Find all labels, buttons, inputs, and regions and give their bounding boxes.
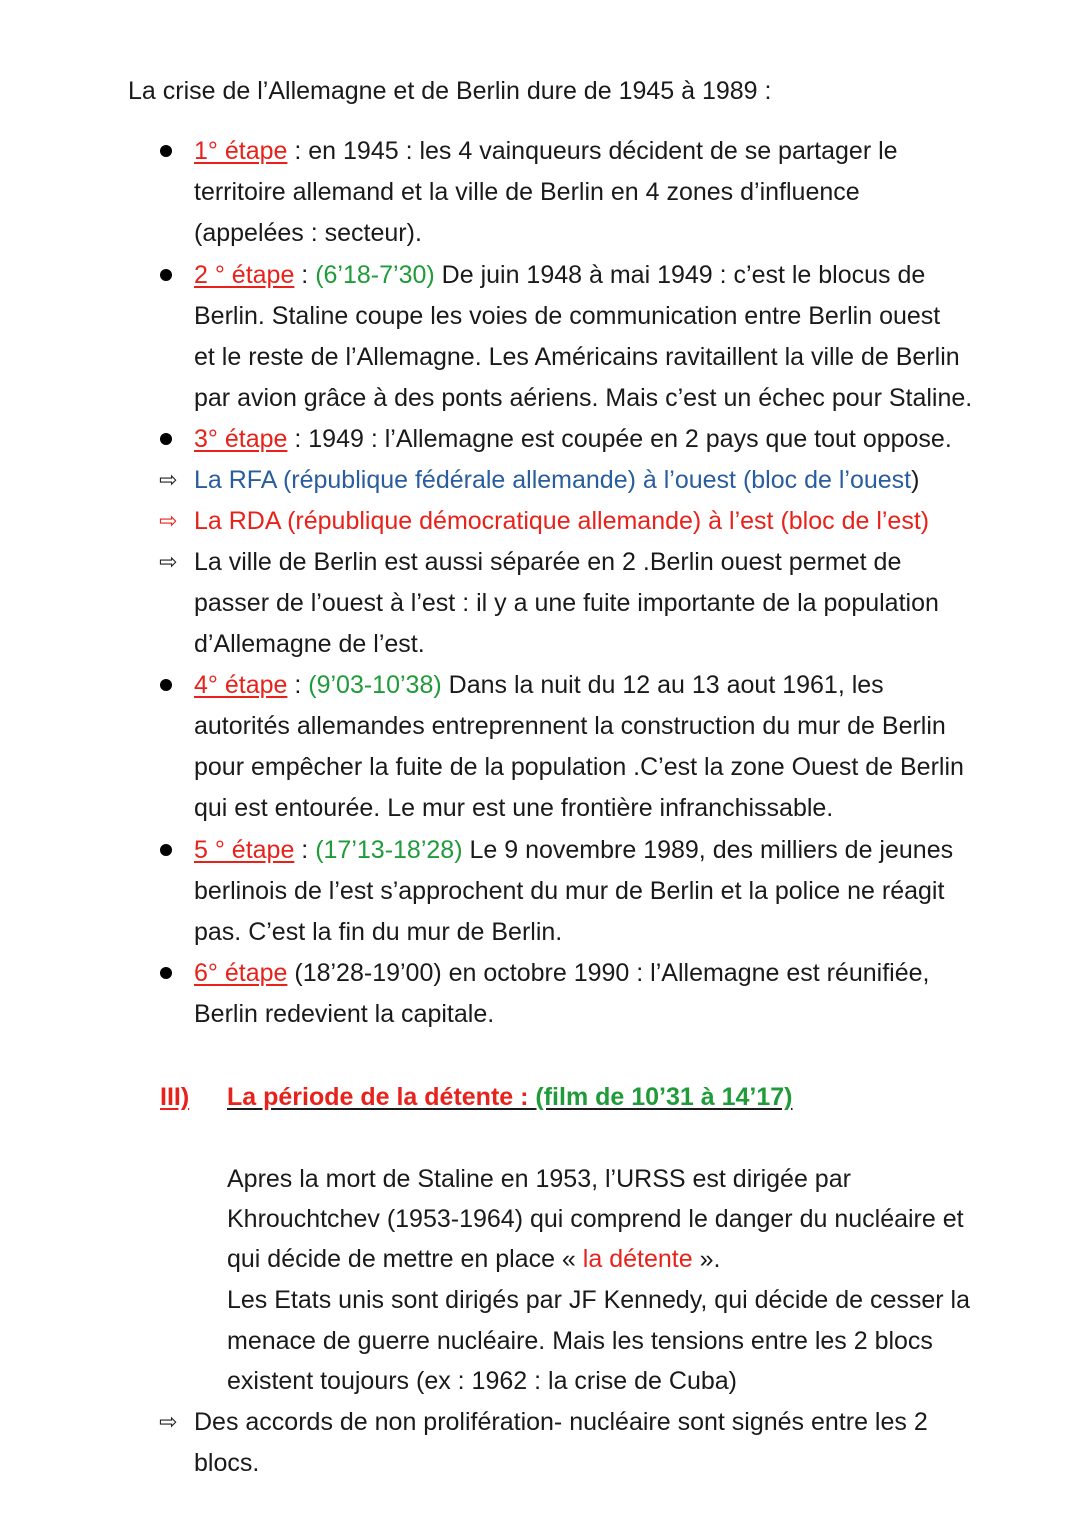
rfa-line: La RFA (république fédérale allemande) à l’ouest (bloc de l’ouest) xyxy=(194,466,920,494)
berlin-line-1: La ville de Berlin est aussi séparée en 2 .Berlin ouest permet de xyxy=(194,548,902,576)
detente-para-line-2: Khrouchtchev (1953-1964) qui comprend le danger du nucléaire et xyxy=(227,1205,964,1233)
kennedy-para-line-3: existent toujours (ex : 1962 : la crise de Cuba) xyxy=(227,1367,737,1395)
video-timecode: (6’18-7’30) xyxy=(315,261,435,289)
step-label: 1° étape xyxy=(194,137,288,165)
accords-line-1: Des accords de non prolifération- nucléaire sont signés entre les 2 xyxy=(194,1408,928,1436)
bullet-dot-icon xyxy=(160,967,172,979)
step-6-line-1: 6° étape (18’28-19’00) en octobre 1990 : l’Allemagne est réunifiée, xyxy=(194,959,930,987)
bullet-dot-icon xyxy=(160,433,172,445)
step-label: 2 ° étape xyxy=(194,261,295,289)
right-arrow-icon: ⇨ xyxy=(159,549,178,574)
step-label: 4° étape xyxy=(194,671,288,699)
step-2-line-1: 2 ° étape : (6’18-7’30) De juin 1948 à mai 1949 : c’est le blocus de xyxy=(194,261,926,289)
kennedy-para-line-1: Les Etats unis sont dirigés par JF Kennedy, qui décide de cesser la xyxy=(227,1286,971,1314)
right-arrow-icon: ⇨ xyxy=(159,1409,178,1434)
bullet-dot-icon xyxy=(160,269,172,281)
step-3-line-1: 3° étape : 1949 : l’Allemagne est coupée en 2 pays que tout oppose. xyxy=(194,425,952,453)
film-timecode: (film de 10’31 à 14’17) xyxy=(535,1083,793,1111)
section-heading: La période de la détente : (film de 10’31 à 14’17) xyxy=(227,1083,793,1111)
detente-term: la détente xyxy=(582,1245,693,1273)
right-arrow-icon: ⇨ xyxy=(159,508,178,533)
step-6-line-2: Berlin redevient la capitale. xyxy=(194,1000,495,1028)
step-5-line-2: berlinois de l’est s’approchent du mur de Berlin et la police ne réagit xyxy=(194,877,945,905)
kennedy-para-line-2: menace de guerre nucléaire. Mais les tensions entre les 2 blocs xyxy=(227,1327,933,1355)
bullet-dot-icon xyxy=(160,679,172,691)
detente-para-line-3: qui décide de mettre en place « la détente ». xyxy=(227,1245,721,1273)
video-timecode: (9’03-10’38) xyxy=(308,671,442,699)
section-numeral: III) xyxy=(160,1083,190,1111)
step-label: 5 ° étape xyxy=(194,836,295,864)
step-4-line-4: qui est entourée. Le mur est une frontière infranchissable. xyxy=(194,794,834,822)
bullet-dot-icon xyxy=(160,145,172,157)
step-2-line-4: par avion grâce à des ponts aériens. Mais c’est un échec pour Staline. xyxy=(194,384,973,412)
step-label: 3° étape xyxy=(194,425,288,453)
intro-sentence: La crise de l’Allemagne et de Berlin dure de 1945 à 1989 : xyxy=(128,77,772,105)
step-2-line-3: et le reste de l’Allemagne. Les Américains ravitaillent la ville de Berlin xyxy=(194,343,960,371)
step-1-line-1: 1° étape : en 1945 : les 4 vainqueurs décident de se partager le xyxy=(194,137,898,165)
step-2-line-2: Berlin. Staline coupe les voies de communication entre Berlin ouest xyxy=(194,302,941,330)
rda-line: La RDA (république démocratique allemande) à l’est (bloc de l’est) xyxy=(194,507,930,535)
right-arrow-icon: ⇨ xyxy=(159,467,178,492)
berlin-line-2: passer de l’ouest à l’est : il y a une fuite importante de la population xyxy=(194,589,939,617)
bullet-dot-icon xyxy=(160,844,172,856)
step-5-line-1: 5 ° étape : (17’13-18’28) Le 9 novembre 1989, des milliers de jeunes xyxy=(194,836,954,864)
video-timecode: (17’13-18’28) xyxy=(315,836,463,864)
step-4-line-2: autorités allemandes entreprennent la construction du mur de Berlin xyxy=(194,712,946,740)
step-label: 6° étape xyxy=(194,959,288,987)
step-4-line-1: 4° étape : (9’03-10’38) Dans la nuit du 12 au 13 aout 1961, les xyxy=(194,671,884,699)
step-1-line-2: territoire allemand et la ville de Berlin en 4 zones d’influence xyxy=(194,178,860,206)
step-1-line-3: (appelées : secteur). xyxy=(194,219,422,247)
step-5-line-3: pas. C’est la fin du mur de Berlin. xyxy=(194,918,563,946)
detente-para-line-1: Apres la mort de Staline en 1953, l’URSS est dirigée par xyxy=(227,1165,851,1193)
step-4-line-3: pour empêcher la fuite de la population .C’est la zone Ouest de Berlin xyxy=(194,753,964,781)
berlin-line-3: d’Allemagne de l’est. xyxy=(194,630,425,658)
accords-line-2: blocs. xyxy=(194,1449,260,1477)
